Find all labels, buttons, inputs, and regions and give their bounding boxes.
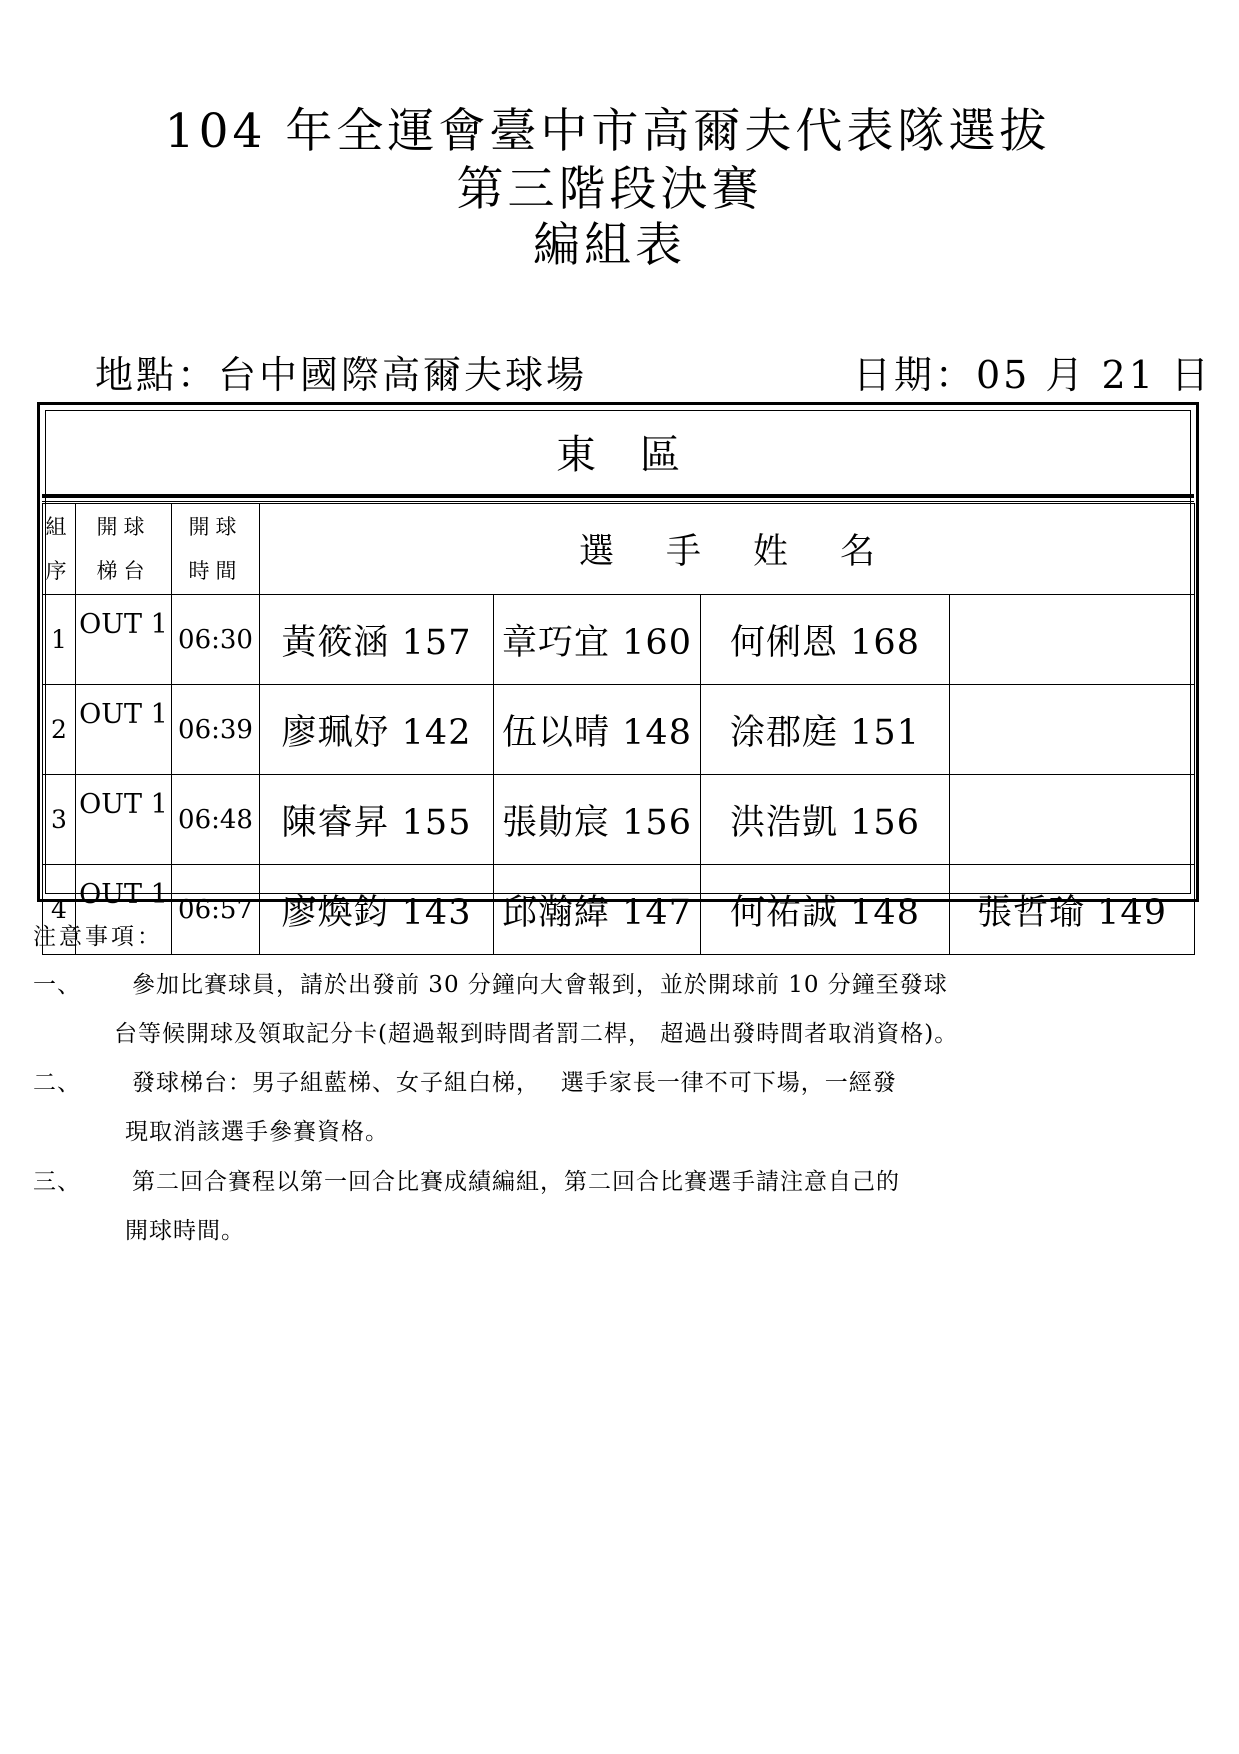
- location-label: 地點：台中國際高爾夫球場: [95, 353, 588, 397]
- seq-header: 組 序: [43, 504, 76, 595]
- players-header: 選手姓名: [260, 504, 1195, 595]
- tee-box: OUT 1: [76, 685, 172, 775]
- player-cell: [950, 685, 1195, 775]
- title-line-1: 104 年全運會臺中市高爾夫代表隊選拔: [164, 104, 1051, 159]
- group-seq: 2: [43, 685, 76, 775]
- group-seq: 3: [43, 775, 76, 865]
- time-header: 開球 時間: [172, 504, 260, 595]
- tee-header: 開球 梯台: [76, 504, 172, 595]
- player-cell: 洪浩凱 156: [701, 775, 950, 865]
- player-cell: 陳睿昇 155: [260, 775, 494, 865]
- divider: [42, 501, 1194, 502]
- region-label: 東區: [556, 432, 724, 478]
- title-line-2: 第三階段決賽: [456, 162, 763, 217]
- notes-heading: 注意事項：: [33, 924, 163, 950]
- note-text: 現取消該選手參賽資格。: [125, 1119, 389, 1145]
- player-cell: 伍以晴 148: [494, 685, 701, 775]
- tee-box: OUT 1: [76, 595, 172, 685]
- title-line-3: 編組表: [533, 218, 686, 273]
- player-cell: 廖煥鈞 143: [260, 865, 494, 955]
- region-header: [42, 409, 1194, 498]
- player-cell: [950, 595, 1195, 685]
- player-cell: 涂郡庭 151: [701, 685, 950, 775]
- player-cell: 張哲瑜 149: [950, 865, 1195, 955]
- note-text: 開球時間。: [125, 1218, 245, 1244]
- player-cell: 邱瀚緯 147: [494, 865, 701, 955]
- player-cell: 黃筱涵 157: [260, 595, 494, 685]
- player-cell: 張勛宸 156: [494, 775, 701, 865]
- player-cell: 何俐恩 168: [701, 595, 950, 685]
- player-cell: 章巧宜 160: [494, 595, 701, 685]
- tee-box: OUT 1: [76, 865, 172, 955]
- table-header-row: [43, 504, 1195, 595]
- note-mark: 二、: [33, 1070, 81, 1096]
- note-text: 發球梯台：男子組藍梯、女子組白梯， 選手家長一律不可下場，一經發: [132, 1070, 897, 1096]
- player-cell: 廖珮妤 142: [260, 685, 494, 775]
- player-cell: 何祐誠 148: [701, 865, 950, 955]
- note-text: 第二回合賽程以第一回合比賽成績編組，第二回合比賽選手請注意自己的: [132, 1169, 900, 1195]
- note-mark: 一、: [33, 972, 81, 998]
- tee-box: OUT 1: [76, 775, 172, 865]
- table-row: [43, 865, 1195, 955]
- group-seq: 1: [43, 595, 76, 685]
- table-row: [43, 685, 1195, 775]
- group-seq: 4: [43, 865, 76, 955]
- note-mark: 三、: [33, 1169, 81, 1195]
- tee-time: 06:57: [172, 865, 260, 955]
- table-row: [43, 775, 1195, 865]
- note-text: 參加比賽球員，請於出發前 30 分鐘向大會報到，並於開球前 10 分鐘至發球: [132, 972, 948, 998]
- table-row: [43, 595, 1195, 685]
- note-text: 台等候開球及領取記分卡(超過報到時間者罰二桿， 超過出發時間者取消資格)。: [114, 1021, 959, 1047]
- tee-time: 06:48: [172, 775, 260, 865]
- tee-time: 06:39: [172, 685, 260, 775]
- date-label: 日期：05 月 21 日: [853, 353, 1212, 397]
- pairing-table: [42, 503, 1195, 955]
- tee-time: 06:30: [172, 595, 260, 685]
- player-cell: [950, 775, 1195, 865]
